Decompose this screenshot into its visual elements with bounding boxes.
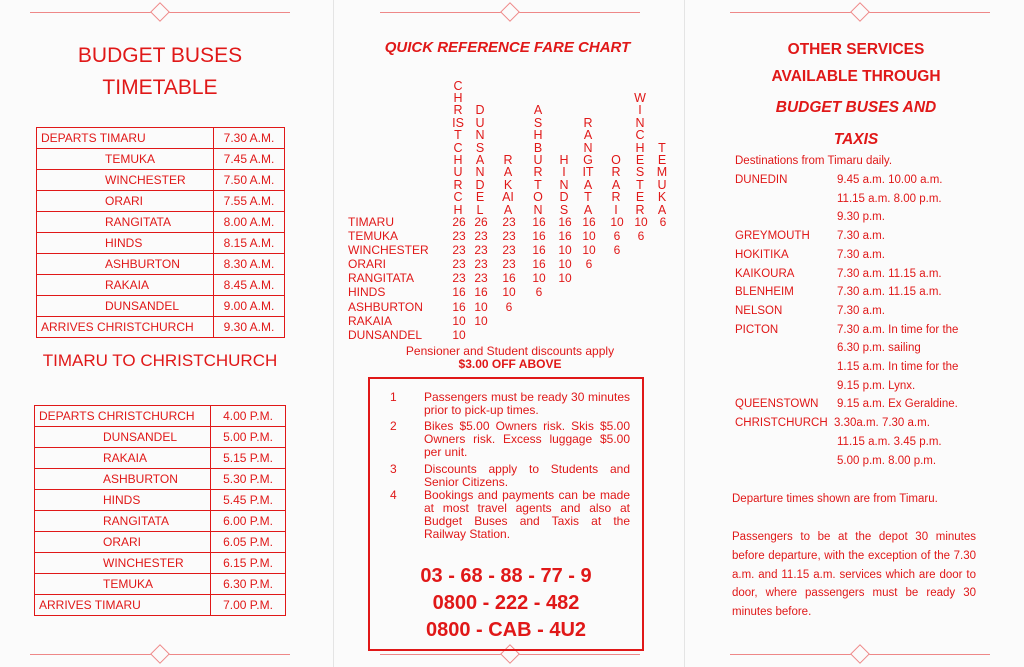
fare-cell: 6 [613,229,621,244]
fare-row-label: WINCHESTER [348,243,429,258]
timetable-stop: HINDS [35,490,211,511]
timetable-row [37,170,285,191]
fare-cell: 6 [637,229,645,244]
booking-notes-box [368,377,644,651]
timetable-row [35,448,286,469]
fare-cell: 16 [452,285,466,300]
fare-column-header: WINCHESTER [634,90,646,217]
timetable-row [37,191,285,212]
timetable-row [37,317,285,338]
destination-time: 7.30 a.m. [837,248,885,261]
timetable-time: 9.00 A.M. [214,296,285,317]
phone-number: 0800 - CAB - 4U2 [425,619,587,641]
timetable-time: 6.15 P.M. [211,553,286,574]
fare-column-header: ORARI [611,152,621,217]
ornament-divider [30,2,290,22]
fare-cell: 10 [502,285,516,300]
fare-cell: 16 [558,215,572,229]
ornament-divider [730,2,990,22]
timetable-stop: WINCHESTER [37,170,214,191]
destination-time: 9.15 a.m. Ex Geraldine. [837,398,958,411]
timetable-time: 8.15 A.M. [214,233,285,254]
note-text: Passengers must be ready 30 minutes prior to pick-up times. [424,390,630,417]
timetable-row [37,254,285,275]
fare-cell: 10 [452,327,466,342]
fare-row-label: ASHBURTON [348,299,423,314]
fare-column-header: CHRISTCHURCH [452,78,464,217]
timetable-row [35,511,286,532]
fare-cell: 10 [610,215,624,229]
timetable-row [35,469,286,490]
fare-cell: 23 [452,243,466,258]
timetable-time: 8.30 A.M. [214,254,285,275]
timetable-title-line1: BUDGET BUSES [77,44,243,67]
services-intro: Destinations from Timaru daily. [735,155,893,167]
fare-cell: 23 [452,229,466,244]
fare-cell: 23 [452,271,466,286]
destination-name: QUEENSTOWN [735,398,819,411]
fare-cell: 16 [452,299,466,314]
timetable-stop: DEPARTS TIMARU [37,128,214,149]
fare-column-header: RAKAIA [502,152,514,217]
fare-column-header: TEMUKA [656,140,668,217]
timetable-stop: RANGITATA [35,511,211,532]
fare-cell: 10 [558,271,572,286]
timetable-stop: ARRIVES CHRISTCHURCH [37,317,214,338]
timetable-row [37,296,285,317]
timetable-stop: RANGITATA [37,212,214,233]
fare-cell: 16 [532,229,546,244]
destination-name: DUNEDIN [735,174,788,186]
timetable-time: 7.30 A.M. [214,128,285,149]
timetable-row [37,275,285,296]
fare-cell: 23 [502,257,516,272]
fare-cell: 6 [505,299,513,314]
discount-amount: $3.00 OFF ABOVE [458,357,562,371]
destination-name: PICTON [735,323,779,336]
ornament-divider [380,2,640,22]
ornament-divider [30,644,290,664]
timetable-time: 6.00 P.M. [211,511,286,532]
note-number: 4 [390,488,397,502]
timetable-time: 8.00 A.M. [214,212,285,233]
services-title-line2: AVAILABLE THROUGH [771,68,941,85]
timetable-time: 5.15 P.M. [211,448,286,469]
destination-time: 5.00 p.m. 8.00 p.m. [837,454,937,467]
destination-time: 9.30 p.m. [837,211,885,224]
timetable-row [37,128,285,149]
phone-number: 03 - 68 - 88 - 77 - 9 [420,565,592,587]
fare-row-label: TIMARU [348,215,394,229]
timetable-time: 7.50 A.M. [214,170,285,191]
note-text: Discounts apply to Students and Senior Citizens. [424,462,630,489]
destination-name: GREYMOUTH [735,230,810,243]
fare-cell: 16 [532,243,546,258]
timetable-time: 7.55 A.M. [214,191,285,212]
timetable-time: 9.30 A.M. [214,317,285,338]
destination-time: 7.30 a.m. 11.15 a.m. [837,267,942,280]
fare-cell: 6 [535,285,543,300]
fare-cell: 16 [582,215,596,229]
note-number: 2 [390,419,397,433]
timetable-row [37,212,285,233]
fare-cell: 10 [452,313,466,328]
destination-name: BLENHEIM [735,286,794,299]
fare-cell: 10 [582,229,596,244]
timetable-stop: RAKAIA [35,448,211,469]
fare-column-header: HINDS [559,152,569,217]
fare-row-label: HINDS [348,285,386,300]
fare-row-label: ORARI [348,257,387,272]
timetable-stop: DUNSANDEL [35,427,211,448]
fare-row-label: RAKAIA [348,313,393,328]
timetable-stop: RAKAIA [37,275,214,296]
timetable-row [35,532,286,553]
fare-cell: 23 [502,229,516,244]
services-brand-line2: TAXIS [833,131,879,148]
timetable-stop: TEMUKA [35,574,211,595]
timetable-stop: DEPARTS CHRISTCHURCH [35,406,211,427]
destination-time: 3.30a.m. 7.30 a.m. [834,417,930,430]
timetable-stop: ORARI [35,532,211,553]
panel-fold-right [684,0,685,667]
fare-cell: 10 [474,299,488,314]
timetable-time: 5.30 P.M. [211,469,286,490]
timetable-stop: WINCHESTER [35,553,211,574]
timetable-stop: ORARI [37,191,214,212]
fare-column-header: DUNSANDEL [475,103,485,217]
destination-time: 9.45 a.m. 10.00 a.m. [837,174,943,186]
panel-fold-left [333,0,334,667]
fare-cell: 16 [532,215,546,229]
fare-column-header: RANGITATA [582,115,594,217]
timetable-title-line2: TIMETABLE [102,76,218,99]
depot-note: Passengers to be at the depot 30 minutes before departure, with the exception of the 7.30 a.m. and 11.15 a.m. services which are door to door, where passengers must be ready 30 minutes before. [732,531,976,619]
note-text: Bikes $5.00 Owners risk. Skis $5.00 Owners risk. Excess luggage $5.00 per unit. [424,419,630,459]
discount-note: Pensioner and Student discounts apply [405,344,615,358]
departure-note: Departure times shown are from Timaru. [732,493,938,505]
fare-cell: 16 [558,229,572,244]
destination-time: 1.15 a.m. In time for the [837,361,959,373]
destination-time: 7.30 a.m. In time for the [837,323,959,336]
timetable-row [35,490,286,511]
fare-cell: 10 [532,271,546,286]
timetable-stop: ASHBURTON [37,254,214,275]
destination-time: 9.15 p.m. Lynx. [837,379,916,392]
fare-cell: 23 [474,271,488,286]
fare-row-label: TEMUKA [348,229,399,244]
fare-cell: 26 [452,215,466,229]
timetable-time: 4.00 P.M. [211,406,286,427]
note-number: 1 [390,390,397,404]
timetable-stop: TEMUKA [37,149,214,170]
fare-chart-column-headers [449,68,679,216]
timetable-row [35,553,286,574]
destination-time: 11.15 a.m. 3.45 p.m. [837,435,942,448]
destination-time: 7.30 a.m. [837,230,885,243]
fare-cell: 16 [502,271,516,286]
destination-name: KAIKOURA [735,267,795,280]
phone-number: 0800 - 222 - 482 [432,592,580,614]
timetable-time: 5.45 P.M. [211,490,286,511]
fare-cell: 23 [474,243,488,258]
fare-cell: 16 [532,257,546,272]
destination-time: 6.30 p.m. sailing [837,342,921,355]
timetable-stop: ASHBURTON [35,469,211,490]
ornament-divider [730,644,990,664]
fare-row-label: DUNSANDEL [348,327,423,342]
fare-cell: 23 [452,257,466,272]
fare-cell: 16 [474,285,488,300]
fare-cell: 23 [502,215,516,229]
fare-cell: 26 [474,215,488,229]
timetable-stop: DUNSANDEL [37,296,214,317]
fare-row-label: RANGITATA [348,271,414,286]
destination-name: CHRISTCHURCH [735,417,828,430]
note-number: 3 [390,462,397,476]
northbound-timetable [36,127,285,338]
timetable-time: 6.30 P.M. [211,574,286,595]
timetable-time: 6.05 P.M. [211,532,286,553]
fare-chart-title: QUICK REFERENCE FARE CHART [384,39,631,56]
note-text: Bookings and payments can be made at most travel agents and also at Budget Buses and Taxis at the Railway Station. [424,488,630,541]
timetable-time: 8.45 A.M. [214,275,285,296]
services-title-line1: OTHER SERVICES [787,41,925,58]
destination-time: 7.30 a.m. [837,304,885,317]
fare-cell: 10 [582,243,596,258]
destination-name: HOKITIKA [735,248,789,261]
timetable-row [35,574,286,595]
fare-cell: 10 [558,257,572,272]
fare-column-header: ASHBURTON [533,103,543,217]
timetable-row [37,233,285,254]
services-brand-line1: BUDGET BUSES AND [775,99,937,116]
timetable-time: 7.45 A.M. [214,149,285,170]
timetable-row [37,149,285,170]
timetable-stop: HINDS [37,233,214,254]
timetable-row [35,406,286,427]
fare-cell: 6 [613,243,621,258]
route-label: TIMARU TO CHRISTCHURCH [42,351,278,370]
fare-cell: 23 [474,229,488,244]
timetable-time: 5.00 P.M. [211,427,286,448]
destination-time: 7.30 a.m. 11.15 a.m. [837,286,942,299]
destination-name: NELSON [735,304,783,317]
fare-cell: 23 [502,243,516,258]
timetable-row [35,595,286,616]
fare-cell: 6 [585,257,593,272]
fare-cell: 10 [474,313,488,328]
fare-cell: 10 [558,243,572,258]
fare-cell: 23 [474,257,488,272]
timetable-stop: ARRIVES TIMARU [35,595,211,616]
southbound-timetable [34,405,286,616]
timetable-row [35,427,286,448]
fare-cell: 10 [634,215,648,229]
timetable-time: 7.00 P.M. [211,595,286,616]
fare-cell: 6 [659,215,667,229]
destination-time: 11.15 a.m. 8.00 p.m. [837,192,942,205]
